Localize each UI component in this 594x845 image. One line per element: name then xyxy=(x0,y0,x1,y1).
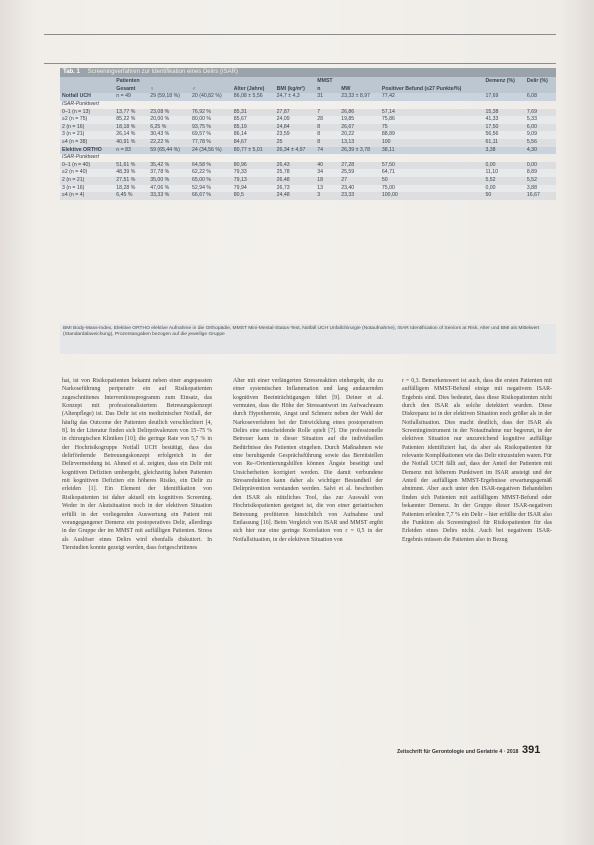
table-cell xyxy=(483,101,524,109)
table-group-header-cell: MMST xyxy=(315,77,339,85)
row-label-cell: Notfall UCH xyxy=(60,93,114,101)
table-header-cell: ♂ xyxy=(190,85,232,93)
table-cell: 23,59 xyxy=(275,131,316,139)
body-paragraph: hat, ist von Risikopatienten bekannt neben einer angepassten Narkoseführung periperativ ein auf Risikopatienten zugeschnittenes Interventionsprogramm zum Einsatz, das Konzept mit professionalisiertem Betreuungskonzept (Altenpflege) ist. Das Delir ist ein medizinischer Notfall, der häufig das Outcome der Patienten deutlich verschlechtert [4, 8]. In der Literatur finden sich Delirprävalenzen von 15–75 % in chirurgischen Kliniken [10]; die geringe Rate von 5,7 % in der Hochrisikogruppe Notfall UCH bestätigt, dass das delirfördernde Betreuungskonzept erfolgreich in der Delirvermeidung ist. Ahmed et al. zeigten, dass ein Delir mit kognitiven Defiziten umbergeht, gleichzeitig haben Patienten mit kognitiven Defiziten ein höheres Risiko, ein Delir zu erleiden [1]. Ein Element der Identifikation von Risikopatienten ist daher aktuell ein kognitives Screening. Weder in der Akutsituation noch in der elektiven Situation erfüllt in der vorliegenden Auswertung ein Patient mit vorangegangener Demenz ein postoperatives Delir, allerdings in der Gruppe der im MMST mit auffälligen Patienten. Stress als Auslöser eines Delirs wird ebenfalls diskutiert. In Tierstudien konnte gezeigt werden, dass fortgeschrittenes xyxy=(62,378,212,551)
table-cell: 20,00 % xyxy=(148,116,190,124)
table-cell: 35,42 % xyxy=(148,162,190,170)
table-cell: 24,7 ± 4,3 xyxy=(275,93,316,101)
table-group-header-cell xyxy=(232,77,275,85)
table-cell: 26,86 xyxy=(339,109,380,117)
table-footnote: BMI Body-Mass-Index, Elektive ORTHO elektive Aufnahme in die Orthopädie, MMST Mini-Mental-Status-Test, Notfall UCH Unfallchirurgie (Notaufnahme), ISAR Identification of Seniors at Risk, Alter und BMI als Mittelwert (Standardabweichung), Prozentangaben bezogen auf die jeweilige Gruppe xyxy=(60,324,556,354)
table-row xyxy=(60,124,556,132)
table-cell: 59 (65,44 %) xyxy=(148,147,190,155)
table-cell xyxy=(190,101,232,109)
table-row xyxy=(60,192,556,200)
table-cell: n = 83 xyxy=(114,147,148,155)
row-label-cell: ≥4 (n = 4) xyxy=(60,192,114,200)
table-cell: 100,00 xyxy=(380,192,484,200)
table-cell: 5,56 xyxy=(525,139,556,147)
table-header-cell: BMI (kg/m²) xyxy=(275,85,316,93)
table-header-cell: MW xyxy=(339,85,380,93)
table-cell: 85,22 % xyxy=(114,116,148,124)
table-header-group-row xyxy=(60,77,556,85)
row-label-cell: 3 (n = 21) xyxy=(60,131,114,139)
table-cell: 31 xyxy=(315,93,339,101)
table-cell: 75,86 xyxy=(380,116,484,124)
table-cell: 85,31 xyxy=(232,109,275,117)
table-header-cell: Alter (Jahre) xyxy=(232,85,275,93)
table-cell: 100 xyxy=(380,139,484,147)
table-cell: 5,33 xyxy=(525,116,556,124)
table-cell: 26,14 % xyxy=(114,131,148,139)
table-group-header-cell xyxy=(380,77,484,85)
table-cell: 28 xyxy=(315,116,339,124)
table-cell: 25,78 xyxy=(275,169,316,177)
table-cell: 3,38 xyxy=(483,147,524,155)
table-cell: 48,39 % xyxy=(114,169,148,177)
table-cell: 79,94 xyxy=(232,185,275,193)
table-cell xyxy=(148,101,190,109)
table-cell: 85,19 xyxy=(232,124,275,132)
table-cell: 35,00 % xyxy=(148,177,190,185)
table-cell xyxy=(114,154,148,162)
page-number: 391 xyxy=(522,744,541,756)
table-cell: 8 xyxy=(315,139,339,147)
row-label-cell: ≥4 (n = 38) xyxy=(60,139,114,147)
body-paragraph: r = 0,3. Bemerkenswert ist auch, dass die ersten Patienten mit auffälligem MMST-Befund einige mit negativem ISAR-Ergebnis sind. Dies bedeutet, dass diese Risikopatienten nicht durch den ISAR als solche detektiert wurden. Diese Diskrepanz ist in der elektiven Situation noch größer als in der Notfallsituation. Dies macht deutlich, dass der ISAR als Screeninginstrument in der Notaufnahme nur begrenzt, in der elektiven Situation nur unzureichend kognitive auffällige Patienten identifiziert hat, da aber als Risikopatienten für relevante Komplikationen wie das Delir einzustufen waren. Für die Notfall UCH fällt auf, dass der Anteil der Patienten mit Demenz mit höherem Punktwert im ISAR ansteigt und der Anteil der auffälligen MMST-Ergebnisse erwartungsgemäß abnimmt. Aber auch unter den ISAR-negativen Behandelten finden sich Patienten mit auffälligem MMST-Befund oder bekannter Demenz. In der Gruppe dieser ISAR-negativen Patienten erleiden 7,7 % ein Delir – hier erfüllte der ISAR also die Funktion als Screeningtool für Risikopatienten für das Erleiden eines Delirs nicht. Auch bei negativem ISAR-Ergebnis müssen die Patienten also in Bezug xyxy=(402,378,552,543)
table-row xyxy=(60,116,556,124)
table-row xyxy=(60,109,556,117)
table-cell: 75 xyxy=(380,124,484,132)
table-row xyxy=(60,139,556,147)
table-cell: 3 xyxy=(315,192,339,200)
table-cell xyxy=(275,101,316,109)
table-cell: 26,43 xyxy=(275,162,316,170)
row-label-cell: 2 (n = 16) xyxy=(60,124,114,132)
row-label-cell: ISAR-Punktwert xyxy=(62,101,99,107)
table-cell xyxy=(315,154,339,162)
table-cell xyxy=(232,101,275,109)
table-cell: 15,38 xyxy=(483,109,524,117)
table-cell: 34 xyxy=(315,169,339,177)
table-header-row xyxy=(60,85,556,93)
table-cell: 84,67 xyxy=(232,139,275,147)
table-row xyxy=(60,154,556,162)
body-column-3 xyxy=(402,377,552,544)
table-row xyxy=(60,162,556,170)
table-cell: 51,61 % xyxy=(114,162,148,170)
table-cell xyxy=(148,154,190,162)
table-cell: 6,45 % xyxy=(114,192,148,200)
table-cell: 79,13 xyxy=(232,177,275,185)
table-cell: 47,06 % xyxy=(148,185,190,193)
table-row xyxy=(60,177,556,185)
table-group-header-cell xyxy=(60,77,114,85)
table-cell: 0,00 xyxy=(525,162,556,170)
table-cell: 8 xyxy=(315,124,339,132)
table-cell: 17,50 xyxy=(483,124,524,132)
table-cell: 86,14 xyxy=(232,131,275,139)
body-column-2 xyxy=(233,377,383,544)
row-label-cell: 0–1 (n = 40) xyxy=(60,162,114,170)
table-cell: 8,89 xyxy=(525,169,556,177)
row-label-cell: 0–1 (n = 13) xyxy=(60,109,114,117)
table-cell: 26,67 xyxy=(339,124,380,132)
table-cell: 26,48 xyxy=(275,177,316,185)
journal-footer: Zeitschrift für Gerontologie und Geriatrie 4 · 2018 xyxy=(397,749,519,755)
table-cell: 3,88 xyxy=(525,185,556,193)
table-body xyxy=(60,93,556,199)
table-cell: 76,92 % xyxy=(190,109,232,117)
table-header-cell xyxy=(60,85,114,93)
table-cell: 18 xyxy=(315,177,339,185)
table-cell: 64,58 % xyxy=(190,162,232,170)
table-cell: 23,08 % xyxy=(148,109,190,117)
table-cell: 6,00 xyxy=(525,124,556,132)
table-row xyxy=(60,93,556,101)
table-group-header-cell xyxy=(339,77,380,85)
table-cell: 75,00 xyxy=(380,185,484,193)
table-cell xyxy=(190,154,232,162)
table-cell xyxy=(275,154,316,162)
table-cell xyxy=(315,101,339,109)
table-group-header-cell: Delir (%) xyxy=(525,77,556,85)
table-cell: 18,18 % xyxy=(114,124,148,132)
row-label-cell: 3 (n = 16) xyxy=(60,185,114,193)
row-label-cell: 2 (n = 21) xyxy=(60,177,114,185)
table-cell xyxy=(380,101,484,109)
data-table xyxy=(60,77,556,200)
table-group-header-cell: Demenz (%) xyxy=(483,77,524,85)
table-cell: 13 xyxy=(315,185,339,193)
table-cell: 77,42 xyxy=(380,93,484,101)
table-cell: 50 xyxy=(483,192,524,200)
table-cell: 26,73 xyxy=(275,185,316,193)
table-cell: 93,75 % xyxy=(190,124,232,132)
table-cell: 5,52 xyxy=(525,177,556,185)
table-cell: 6,08 xyxy=(525,93,556,101)
table-cell: 50 xyxy=(380,177,484,185)
table-cell: 20,22 xyxy=(339,131,380,139)
table-group-header-cell xyxy=(148,77,190,85)
table-group-header-cell xyxy=(275,77,316,85)
table-cell: 80,77 ± 5,01 xyxy=(232,147,275,155)
table-cell: 74 xyxy=(315,147,339,155)
table-cell: 8 xyxy=(315,131,339,139)
table-cell: 27,28 xyxy=(339,162,380,170)
table-cell: 80,5 xyxy=(232,192,275,200)
table-cell: 0,00 xyxy=(483,162,524,170)
table-cell xyxy=(483,154,524,162)
table-cell: 33,33 % xyxy=(148,192,190,200)
table-cell: 77,78 % xyxy=(190,139,232,147)
table-cell: 9,09 xyxy=(525,131,556,139)
row-label-cell: Elektive ORTHO xyxy=(60,147,114,155)
table-cell: 37,78 % xyxy=(148,169,190,177)
table-cell: 52,94 % xyxy=(190,185,232,193)
table-cell: 17,69 xyxy=(483,93,524,101)
table-cell: 88,89 xyxy=(380,131,484,139)
table-cell: 65,00 % xyxy=(190,177,232,185)
table-caption: Screeningverfahren zur Identifikation eines Delirs (ISAR) xyxy=(87,69,238,75)
table-cell: 85,67 xyxy=(232,116,275,124)
table-cell: 18,28 % xyxy=(114,185,148,193)
table-cell: 24,48 xyxy=(275,192,316,200)
table-cell xyxy=(525,101,556,109)
table-cell: 25 xyxy=(275,139,316,147)
table-cell: 24 (34,56 %) xyxy=(190,147,232,155)
table-cell: 86,08 ± 5,56 xyxy=(232,93,275,101)
table-cell: 41,33 xyxy=(483,116,524,124)
table-cell: 56,56 xyxy=(483,131,524,139)
table-cell: 19,85 xyxy=(339,116,380,124)
table-label: Tab. 1 xyxy=(63,69,80,75)
table-cell: 4,30 xyxy=(525,147,556,155)
table-cell: 61,11 xyxy=(483,139,524,147)
table-cell: 79,33 xyxy=(232,169,275,177)
table-cell: 26,39 ± 3,78 xyxy=(339,147,380,155)
table-row xyxy=(60,101,556,109)
table-header-cell: ♀ xyxy=(148,85,190,93)
table-cell: 27,51 % xyxy=(114,177,148,185)
body-paragraph: Alter mit einer verlängerten Stressreaktion einhergeht, die zu einer systemischen Inflammation und lang andauernden kognitiven Beeinträchtigungen führt [9]. Deiner et al. vermuten, dass die Höhe der Stressantwort im Aufwachraum durch Hypothermie, Angst und Schmerz neben der Wahl der Narkoseverfahren bei der Entwicklung eines postoperativen Delirs eine entscheidende Rolle spielt [7]. Die professionelle Betreuer kann in dieser Situation auf die individuellen Bedürfnisse des Patienten eingehen. Durch Maßnahmen wie eine beruhigende Gesprächsführung sowie das Bereitstellen von Re-/Orientierungshilfen können Ängste beseitigt und Unsicherheiten korrigiert werden. Die damit verbundene Stressreduktion kann daher als wichtiger Bestandteil der Delirprävention verstanden werden. Salvi et al. beschreiben den ISAR als nützliches Tool, das zur Auswahl von Hochrisikopatienten geeignet ist, die von einer geriatrischen Betreuung profitieren hinsichtlich von Aufnahme und Entlassung [16]. Beim Vergleich von ISAR und MMST ergibt sich hier nur eine geringe Korrelation von r = 0,5 in der Notfallsituation, in der elektiven Situation von xyxy=(233,378,383,543)
table-cell xyxy=(232,154,275,162)
table-cell: 6,25 % xyxy=(148,124,190,132)
table-header-cell xyxy=(483,85,524,93)
table-cell: 23,33 ± 8,97 xyxy=(339,93,380,101)
table-cell: 62,22 % xyxy=(190,169,232,177)
table-cell: 13,77 % xyxy=(114,109,148,117)
table-cell: 26,34 ± 4,97 xyxy=(275,147,316,155)
table-row xyxy=(60,131,556,139)
table-cell xyxy=(114,101,148,109)
table-container xyxy=(60,68,556,343)
table-cell: 29 (59,18 %) xyxy=(148,93,190,101)
table-header-cell: Gesamt xyxy=(114,85,148,93)
row-label-cell: ≥2 (n = 75) xyxy=(60,116,114,124)
table-row xyxy=(60,169,556,177)
table-cell: 40,91 % xyxy=(114,139,148,147)
table-cell: 27 xyxy=(339,177,380,185)
table-cell xyxy=(339,154,380,162)
table-cell: 5,52 xyxy=(483,177,524,185)
table-row xyxy=(60,147,556,155)
table-cell xyxy=(380,154,484,162)
table-cell: 7,69 xyxy=(525,109,556,117)
row-label-cell: ≥2 (n = 40) xyxy=(60,169,114,177)
table-cell: 40 xyxy=(315,162,339,170)
table-cell: 16,67 xyxy=(525,192,556,200)
table-cell: 30,43 % xyxy=(148,131,190,139)
table-cell: 0,00 xyxy=(483,185,524,193)
table-cell xyxy=(339,101,380,109)
table-cell: 57,14 xyxy=(380,109,484,117)
body-column-1 xyxy=(62,377,212,552)
table-cell: 24,84 xyxy=(275,124,316,132)
table-cell: n = 49 xyxy=(114,93,148,101)
table-header-cell xyxy=(525,85,556,93)
table-cell: 64,71 xyxy=(380,169,484,177)
table-cell: 22,22 % xyxy=(148,139,190,147)
table-group-header-cell: Patienten xyxy=(114,77,148,85)
table-cell: 7 xyxy=(315,109,339,117)
table-cell: 38,11 xyxy=(380,147,484,155)
table-cell: 57,50 xyxy=(380,162,484,170)
row-label-cell: ISAR-Punktwert xyxy=(62,154,99,161)
table-cell: 25,59 xyxy=(339,169,380,177)
table-cell: 11,10 xyxy=(483,169,524,177)
table-cell: 80,00 % xyxy=(190,116,232,124)
table-row xyxy=(60,185,556,193)
table-cell: 27,87 xyxy=(275,109,316,117)
table-cell: 24,09 xyxy=(275,116,316,124)
table-title-bar xyxy=(60,68,556,77)
table-group-header-cell xyxy=(190,77,232,85)
table-cell: 20 (40,82 %) xyxy=(190,93,232,101)
table-cell: 69,57 % xyxy=(190,131,232,139)
table-cell: 80,96 xyxy=(232,162,275,170)
table-cell: 23,40 xyxy=(339,185,380,193)
table-cell: 66,67 % xyxy=(190,192,232,200)
header-rule-box xyxy=(44,34,556,64)
table-header-cell: n xyxy=(315,85,339,93)
table-cell: 13,13 xyxy=(339,139,380,147)
table-cell: 23,33 xyxy=(339,192,380,200)
table-cell xyxy=(525,154,556,162)
table-header-cell: Positiver Befund (≤27 Punkte/%) xyxy=(380,85,484,93)
